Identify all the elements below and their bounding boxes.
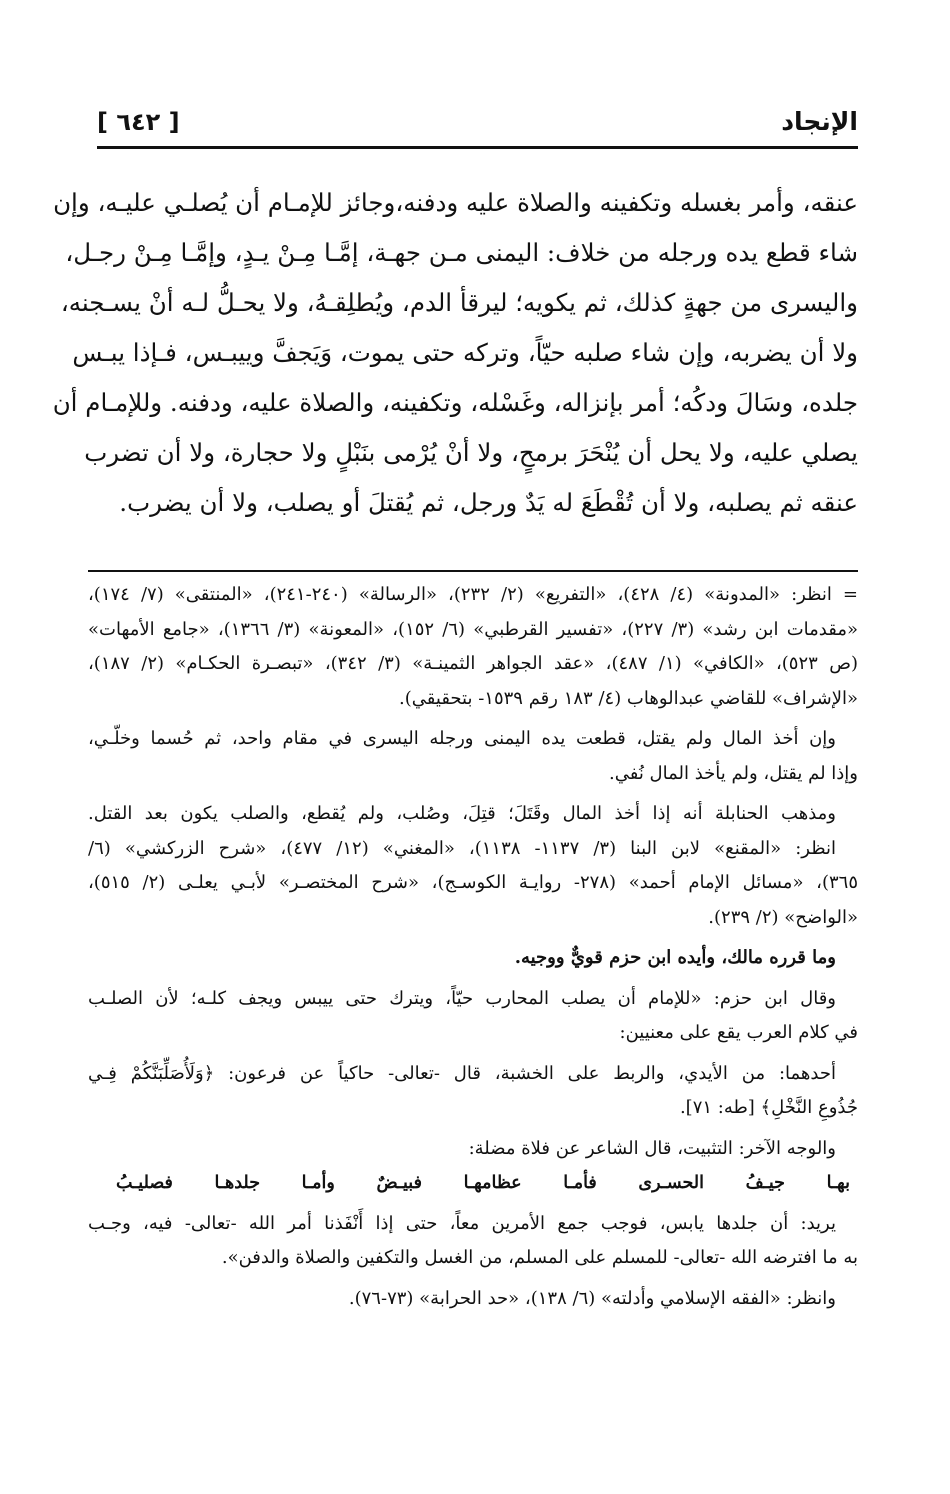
poetry-verse: بهـا جيـفُ الحسـرى فأمـا عظامهـا فبيـضٌ وأمـا جلدهـا فصليـبُ — [116, 1173, 850, 1193]
main-text-line: عنقه، وأمر بغسله وتكفينه والصلاة عليه ودفنه،وجائز للإمـام أن يُصلـي عليـه، وإن — [53, 188, 858, 217]
footnote-line: وما قرره مالك، وأيده ابن حزم قويٌّ ووجيه. — [514, 947, 836, 968]
footnote-line: جُذُوعِ النَّخْلِ﴾ [طه: ٧١]. — [679, 1097, 858, 1118]
main-text-line: شاء قطع يده ورجله من خلاف: اليمنى مـن جهـة، إمَّـا مِـنْ يـدٍ، وإمَّـا مِـنْ رجـل، — [65, 238, 858, 267]
footnote-further-references — [88, 1282, 858, 1317]
main-text-line: جلده، وسَالَ ودكُه؛ أمر بإنزاله، وغَسْله، وتكفينه، والصلاة عليه، ودفنه. وللإمـام أن — [52, 388, 858, 417]
main-text-line: عنقه ثم يصلبه، ولا أن تُقْطَعَ له يَدٌ ورجل، ثم يُقتلَ أو يصلب، ولا أن يضرب. — [119, 488, 858, 517]
footnote-line: «الإشراف» للقاضي عبدالوهاب (٤/ ١٨٣ رقم ١٥٣٩- بتحقيقي). — [399, 687, 858, 709]
main-text-line: يصلي عليه، ولا يحل أن يُنْحَرَ برمحٍ، ولا أنْ يُرْمى بنَبْلٍ ولا حجارة، ولا أن تضرب — [84, 438, 858, 467]
main-text-line: ولا أن يضربه، وإن شاء صلبه حيّاً، وتركه حتى يموت، وَيَجفَّ وييبـس، فـإذا يبـس — [72, 338, 858, 367]
footnote-hanbali-paragraph — [88, 797, 858, 935]
footnote-explanation — [88, 1207, 858, 1276]
footnote-paragraph — [88, 722, 858, 791]
page-number: [ ٦٤٢ ] — [97, 108, 180, 136]
footnote-line: «الواضح» (٢/ ٢٣٩). — [708, 906, 858, 928]
footnote-line: في كلام العرب يقع على معنيين: — [619, 1022, 858, 1043]
footnote-line: ومذهب الحنابلة أنه إذا أخذ المال وقَتَلَ؛ قتِلَ، وصُلب، ولم يُقطع، والصلب يكون بعد القتل. — [88, 803, 836, 824]
footnote-first-meaning — [88, 1057, 858, 1126]
footnote-separator — [88, 570, 858, 572]
footnote-line: (ص ٥٢٣)، «الكافي» (١/ ٤٨٧)، «عقد الجواهر الثمينـة» (٣/ ٣٤٢)، «تبصـرة الحكـام» (٢/ ١٨٧)، — [88, 653, 858, 674]
footnote-references-maliki — [88, 578, 858, 716]
footnote-line: والوجه الآخر: التثبيت، قال الشاعر عن فلاة مضلة: — [468, 1137, 836, 1159]
main-text — [52, 178, 858, 528]
footnote-line: به ما افترضه الله -تعالى- للمسلم على المسلم، من الغسل والتكفين والصلاة والدفن». — [221, 1247, 858, 1268]
footnote-line: وانظر: «الفقه الإسلامي وأدلته» (٦/ ١٣٨)، «حد الحرابة» (٧٣-٧٦). — [348, 1287, 836, 1309]
footnote-verdict — [88, 941, 858, 976]
main-text-line: واليسرى من جهةٍ كذلك، ثم يكويه؛ ليرقأ الدم، ويُطلِقـهُ، ولا يحـلُّ لـه أنْ يسـجنه، — [60, 288, 858, 317]
footnote-line: «مقدمات ابن رشد» (٣/ ٢٢٧)، «تفسير القرطبي» (٦/ ١٥٢)، «المعونة» (٣/ ١٣٦٦)، «جامع الأمهات» — [88, 618, 858, 640]
footnote-ibn-hazm-quote — [88, 982, 858, 1051]
footnote-line: يريد: أن جلدها يابس، فوجب جمع الأمرين معاً، حتى إذا أَنْفَذنا أمر الله -تعالى- فيه، وجـب — [88, 1212, 836, 1234]
footnote-line: ٣٦٥)، «مسائل الإمام أحمد» (٢٧٨- روايـة الكوسـج)، «شرح المختصـر» لأبـي يعلـى (٢/ ٥١٥)، — [88, 872, 858, 893]
page-header — [97, 100, 858, 144]
footnote-line: وقال ابن حزم: «للإمام أن يصلب المحارب حيّاً، ويترك حتى ييبس ويجف كلـه؛ لأن الصلـب — [88, 987, 836, 1009]
footnote-line: وإن أخذ المال ولم يقتل، قطعت يده اليمنى ورجله اليسرى في مقام واحد، ثم حُسما وخلّـي، — [88, 728, 836, 749]
footnote-line: = انظر: «المدونة» (٤/ ٤٢٨)، «التفريع» (٢/ ٢٣٢)، «الرسالة» (٢٤٠-٢٤١)، «المنتقى» (٧/ ١٧٤)، — [88, 584, 859, 605]
header-rule — [97, 146, 858, 149]
footnote-second-meaning — [88, 1132, 858, 1201]
running-title: الإنجاد — [781, 107, 858, 136]
footnotes — [88, 578, 858, 1316]
footnote-line: وإذا لم يقتل، ولم يأخذ المال نُفي. — [608, 762, 858, 784]
footnote-line: انظر: «المقنع» لابن البنا (٣/ ١١٣٧- ١١٣٨)، «المغني» (١٢/ ٤٧٧)، «شرح الزركشي» (٦/ — [88, 837, 836, 859]
footnote-line: أحدهما: من الأيدي، والربط على الخشبة، قال -تعالى- حاكياً عن فرعون: ﴿وَلَأُصَلِّبَنَّكُمْ فِـي — [88, 1062, 836, 1084]
